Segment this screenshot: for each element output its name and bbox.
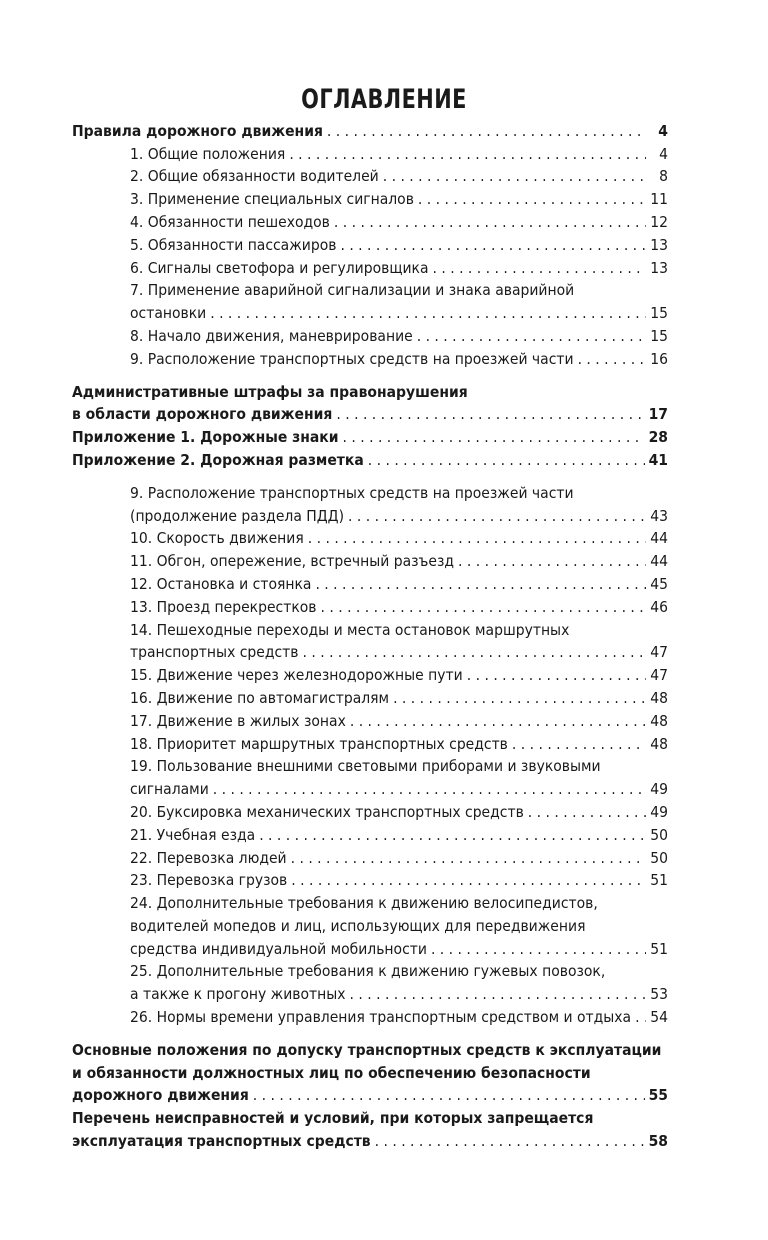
toc-page-number: 13 — [650, 235, 668, 254]
toc-page-number: 4 — [658, 121, 668, 140]
toc-subsection-entry[interactable] — [72, 164, 668, 187]
toc-page-number: 12 — [650, 212, 668, 231]
toc-subsection-entry[interactable] — [72, 1004, 668, 1027]
toc-page-number: 8 — [659, 167, 668, 186]
toc-page-number: 51 — [650, 871, 668, 890]
toc-entry-title: 17. Движение в жилых зонах — [130, 711, 346, 730]
dot-leader — [433, 258, 646, 278]
toc-page-number: 41 — [648, 450, 668, 469]
toc-subsection-entry[interactable] — [72, 845, 668, 868]
toc-page-number: 15 — [650, 304, 668, 323]
toc-entry-title: 4. Обязанности пешеходов — [130, 212, 330, 231]
toc-subsection-entry[interactable] — [72, 959, 668, 982]
toc-section-entry[interactable] — [72, 1037, 668, 1060]
toc-subsection-entry[interactable] — [72, 278, 668, 301]
toc-subsection-entry[interactable] — [72, 754, 668, 777]
dot-leader — [210, 303, 646, 323]
toc-subsection-entry[interactable] — [72, 594, 668, 617]
toc-entry-title: 7. Применение аварийной сигнализации и знака аварийной — [130, 281, 575, 300]
dot-leader — [368, 450, 645, 470]
toc-subsection-entry[interactable] — [72, 776, 668, 799]
toc-entry-title: 5. Обязанности пассажиров — [130, 235, 337, 254]
toc-page-number: 49 — [650, 780, 668, 799]
toc-page-number: 50 — [650, 825, 668, 844]
toc-entry-title: Перечень неисправностей и условий, при которых запрещается — [72, 1109, 594, 1128]
toc-entry-title: Правила дорожного движения — [72, 121, 323, 140]
toc-entry-title: 22. Перевозка людей — [130, 848, 287, 867]
toc-entry-title: в области дорожного движения — [72, 405, 333, 424]
toc-section-entry[interactable] — [72, 402, 668, 425]
dot-leader — [383, 166, 646, 186]
toc-entry-title: остановки — [130, 304, 207, 323]
dot-leader — [467, 665, 646, 685]
toc-entry-title: 3. Применение специальных сигналов — [130, 190, 414, 209]
toc-subsection-entry[interactable] — [72, 913, 668, 936]
toc-subsection-entry[interactable] — [72, 323, 668, 346]
dot-leader — [343, 427, 645, 447]
toc-page-number: 11 — [650, 190, 668, 209]
dot-leader — [512, 734, 646, 754]
toc-entry-title: 26. Нормы времени управления транспортным средством и отдыха — [130, 1008, 632, 1027]
toc-entry-title: (продолжение раздела ПДД) — [130, 506, 345, 525]
dot-leader — [431, 939, 646, 959]
toc-entry-title: транспортных средств — [130, 643, 299, 662]
toc-subsection-entry[interactable] — [72, 936, 668, 959]
toc-page-number: 44 — [650, 529, 668, 548]
dot-leader — [253, 1085, 645, 1105]
toc-page-number: 16 — [650, 349, 668, 368]
dot-leader — [289, 144, 646, 164]
toc-subsection-entry[interactable] — [72, 209, 668, 232]
toc-subsection-entry[interactable] — [72, 799, 668, 822]
toc-section-entry[interactable] — [72, 1105, 668, 1128]
toc-entry-title: 25. Дополнительные требования к движению гужевых повозок, — [130, 962, 606, 981]
toc-entry-title: 6. Сигналы светофора и регулировщика — [130, 258, 429, 277]
dot-leader — [291, 848, 646, 868]
toc-subsection-entry[interactable] — [72, 617, 668, 640]
toc-entry-title: 2. Общие обязанности водителей — [130, 167, 379, 186]
toc-page-number: 28 — [648, 428, 668, 447]
toc-page-number: 45 — [650, 574, 668, 593]
toc-entry-title: Приложение 2. Дорожная разметка — [72, 450, 364, 469]
dot-leader — [350, 711, 646, 731]
toc-entry-title: 9. Расположение транспортных средств на проезжей части — [130, 483, 574, 502]
toc-entry-title: водителей мопедов и лиц, использующих для передвижения — [130, 916, 586, 935]
toc-entry-title: 8. Начало движения, маневрирование — [130, 326, 413, 345]
toc-page-number: 54 — [650, 1008, 668, 1027]
toc-subsection-entry[interactable] — [72, 822, 668, 845]
toc-entry-title: 1. Общие положения — [130, 144, 286, 163]
toc-page-number: 13 — [650, 258, 668, 277]
toc-section-entry[interactable] — [72, 447, 668, 470]
dot-leader — [334, 212, 646, 232]
dot-leader — [336, 404, 644, 424]
toc-page-number: 44 — [650, 552, 668, 571]
toc-subsection-entry[interactable] — [72, 981, 668, 1004]
toc-subsection-entry[interactable] — [72, 346, 668, 369]
toc-entry-title: 23. Перевозка грузов — [130, 871, 288, 890]
toc-subsection-entry[interactable] — [72, 503, 668, 526]
dot-leader — [308, 528, 646, 548]
toc-page-number: 47 — [650, 666, 668, 685]
toc-entry-title: 14. Пешеходные переходы и места остановок маршрутных — [130, 620, 570, 639]
dot-leader — [635, 1007, 646, 1027]
toc-entry-title: 12. Остановка и стоянка — [130, 574, 312, 593]
toc-page-number: 46 — [650, 597, 668, 616]
dot-leader — [327, 121, 646, 141]
dot-leader — [348, 506, 646, 526]
toc-entry-title: Приложение 1. Дорожные знаки — [72, 428, 339, 447]
dot-leader — [315, 574, 646, 594]
toc-page-number: 4 — [659, 144, 668, 163]
toc-page-number: 48 — [650, 711, 668, 730]
toc-subsection-entry[interactable] — [72, 255, 668, 278]
dot-leader — [340, 235, 646, 255]
toc-entry-title: эксплуатация транспортных средств — [72, 1132, 371, 1151]
dot-leader — [418, 189, 646, 209]
toc-entry-title: 10. Скорость движения — [130, 529, 304, 548]
toc-entry-title: 16. Движение по автомагистралям — [130, 688, 390, 707]
dot-leader — [350, 984, 646, 1004]
toc-subsection-entry[interactable] — [72, 685, 668, 708]
toc-subsection-entry[interactable] — [72, 526, 668, 549]
toc-subsection-entry[interactable] — [72, 480, 668, 503]
toc-page-number: 50 — [650, 848, 668, 867]
toc-entry-title: а также к прогону животных — [130, 985, 346, 1004]
toc-page-number: 17 — [648, 405, 668, 424]
dot-leader — [375, 1131, 645, 1151]
toc-subsection-entry[interactable] — [72, 708, 668, 731]
dot-leader — [213, 779, 646, 799]
dot-leader — [291, 870, 646, 890]
toc-entry-title: Основные положения по допуску транспортных средств к эксплуатации — [72, 1040, 662, 1059]
dot-leader — [528, 802, 646, 822]
toc-subsection-entry[interactable] — [72, 232, 668, 255]
toc-page-number: 51 — [650, 939, 668, 958]
toc-page-number: 58 — [648, 1132, 668, 1151]
toc-subsection-entry[interactable] — [72, 548, 668, 571]
toc-page-number: 49 — [650, 802, 668, 821]
toc-entry-title: 24. Дополнительные требования к движению велосипедистов, — [130, 894, 598, 913]
toc-entry-title: 19. Пользование внешними световыми приборами и звуковыми — [130, 757, 601, 776]
table-of-contents — [72, 118, 668, 1151]
toc-subsection-entry[interactable] — [72, 731, 668, 754]
toc-entry-title: средства индивидуальной мобильности — [130, 939, 427, 958]
dot-leader — [393, 688, 646, 708]
toc-section-entry[interactable] — [72, 379, 668, 402]
toc-subsection-entry[interactable] — [72, 640, 668, 663]
toc-section-entry[interactable] — [72, 1083, 668, 1106]
toc-entry-title: 21. Учебная езда — [130, 825, 256, 844]
toc-page-number: 53 — [650, 985, 668, 1004]
toc-subsection-entry[interactable] — [72, 868, 668, 891]
toc-entry-title: 11. Обгон, опережение, встречный разъезд — [130, 552, 455, 571]
toc-entry-title: 13. Проезд перекрестков — [130, 597, 317, 616]
toc-subsection-entry[interactable] — [72, 571, 668, 594]
toc-page-number: 15 — [650, 326, 668, 345]
toc-entry-title: 15. Движение через железнодорожные пути — [130, 666, 463, 685]
toc-section-entry[interactable] — [72, 1128, 668, 1151]
toc-page-number: 47 — [650, 643, 668, 662]
toc-section-entry[interactable] — [72, 424, 668, 447]
toc-page-number: 43 — [650, 506, 668, 525]
toc-entry-title: Административные штрафы за правонарушения — [72, 382, 468, 401]
toc-subsection-entry[interactable] — [72, 300, 668, 323]
toc-section-entry[interactable] — [72, 118, 668, 141]
dot-leader — [458, 551, 646, 571]
dot-leader — [578, 349, 646, 369]
toc-entry-title: сигналами — [130, 780, 209, 799]
toc-page-number: 55 — [648, 1086, 668, 1105]
toc-entry-title: дорожного движения — [72, 1086, 249, 1105]
dot-leader — [417, 326, 646, 346]
dot-leader — [259, 825, 646, 845]
toc-page-number: 48 — [650, 734, 668, 753]
dot-leader — [321, 597, 647, 617]
toc-subsection-entry[interactable] — [72, 141, 668, 164]
toc-entry-title: 18. Приоритет маршрутных транспортных средств — [130, 734, 508, 753]
dot-leader — [303, 642, 647, 662]
toc-page-number: 48 — [650, 688, 668, 707]
toc-subsection-entry[interactable] — [72, 662, 668, 685]
toc-entry-title: 9. Расположение транспортных средств на проезжей части — [130, 349, 574, 368]
toc-entry-title: и обязанности должностных лиц по обеспечению безопасности — [72, 1063, 591, 1082]
toc-subsection-entry[interactable] — [72, 186, 668, 209]
page-title: ОГЛАВЛЕНИЕ — [301, 84, 467, 115]
toc-subsection-entry[interactable] — [72, 890, 668, 913]
toc-entry-title: 20. Буксировка механических транспортных средств — [130, 802, 524, 821]
toc-section-entry[interactable] — [72, 1060, 668, 1083]
